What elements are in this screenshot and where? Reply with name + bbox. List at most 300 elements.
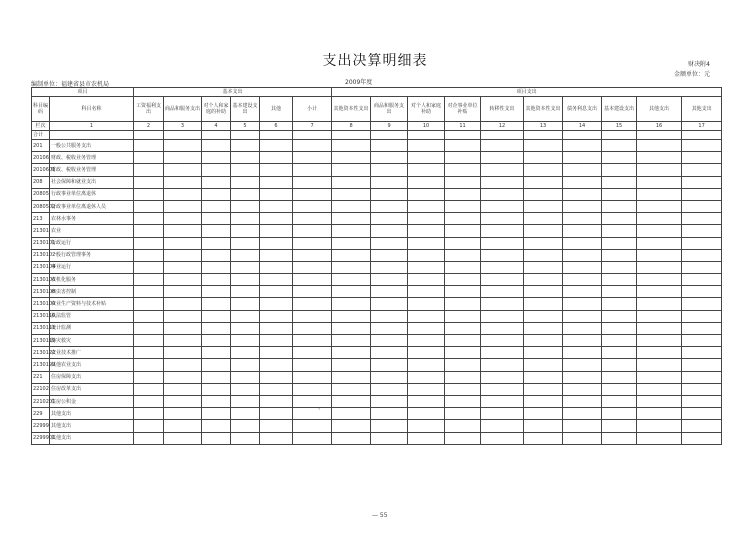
amount-cell [602, 140, 637, 152]
amount-cell [332, 176, 371, 188]
amount-cell [164, 432, 202, 444]
amount-cell [231, 188, 260, 200]
table-row [32, 322, 722, 334]
row-code: 20805 [32, 188, 50, 200]
row-name: 行政运行 [50, 237, 134, 249]
row-name: 财政、税收业务管理 [50, 152, 134, 164]
amount-cell [563, 432, 602, 444]
amount-cell [164, 408, 202, 420]
amount-cell [231, 298, 260, 310]
amount-cell [445, 200, 481, 212]
amount-cell [481, 359, 524, 371]
amount-cell [481, 237, 524, 249]
amount-cell [371, 322, 408, 334]
amount-cell [602, 310, 637, 322]
amount-cell [260, 200, 293, 212]
table-row [32, 274, 722, 286]
amount-cell [231, 420, 260, 432]
amount-cell [602, 322, 637, 334]
column-number: 17 [682, 122, 722, 131]
amount-cell [563, 249, 602, 261]
amount-cell [637, 164, 682, 176]
amount-cell [134, 310, 164, 322]
amount-cell [602, 225, 637, 237]
amount-cell [134, 140, 164, 152]
amount-cell [371, 395, 408, 407]
row-code: 2210201 [32, 395, 50, 407]
amount-cell [260, 188, 293, 200]
amount-cell [563, 152, 602, 164]
amount-cell [481, 176, 524, 188]
amount-cell [408, 310, 445, 322]
amount-cell [481, 432, 524, 444]
amount-cell [524, 152, 563, 164]
amount-cell [637, 408, 682, 420]
amount-cell [524, 347, 563, 359]
amount-cell [134, 261, 164, 273]
amount-cell [260, 395, 293, 407]
column-header-row [32, 97, 722, 122]
amount-cell [602, 213, 637, 225]
amount-cell [408, 347, 445, 359]
amount-cell [202, 359, 231, 371]
amount-cell [293, 408, 332, 420]
amount-cell [202, 335, 231, 347]
row-code: 21301 [32, 225, 50, 237]
column-header: 对个人和家庭补助 [408, 97, 445, 122]
column-header: 其他 [260, 97, 293, 122]
amount-cell [164, 298, 202, 310]
amount-cell [332, 395, 371, 407]
amount-cell [682, 152, 722, 164]
amount-cell [260, 225, 293, 237]
amount-cell [260, 176, 293, 188]
amount-cell [260, 274, 293, 286]
amount-cell [164, 286, 202, 298]
amount-cell [682, 164, 722, 176]
table-row [32, 286, 722, 298]
amount-cell [602, 383, 637, 395]
amount-cell [293, 237, 332, 249]
column-header: 其他资本性支出 [332, 97, 371, 122]
amount-cell [524, 274, 563, 286]
amount-cell [445, 420, 481, 432]
row-code: 20106 [32, 152, 50, 164]
amount-cell [408, 188, 445, 200]
amount-cell [231, 359, 260, 371]
amount-cell [602, 249, 637, 261]
amount-cell [563, 261, 602, 273]
amount-cell [445, 237, 481, 249]
row-name: 一般公共服务支出 [50, 140, 134, 152]
amount-cell [445, 164, 481, 176]
amount-cell [260, 298, 293, 310]
amount-cell [202, 286, 231, 298]
row-name: 社会保障和就业支出 [50, 176, 134, 188]
amount-cell [202, 347, 231, 359]
amount-cell [602, 408, 637, 420]
amount-cell [371, 213, 408, 225]
table-row [32, 164, 722, 176]
amount-cell [408, 322, 445, 334]
amount-cell [408, 261, 445, 273]
row-code: 2130110 [32, 310, 50, 322]
amount-cell [682, 286, 722, 298]
amount-cell [202, 383, 231, 395]
row-code: 229 [32, 408, 50, 420]
amount-cell [260, 322, 293, 334]
amount-cell [164, 213, 202, 225]
row-code: 213 [32, 213, 50, 225]
amount-cell [637, 395, 682, 407]
column-number: 2 [134, 122, 164, 131]
amount-cell [371, 347, 408, 359]
amount-cell [682, 371, 722, 383]
amount-cell [164, 225, 202, 237]
amount-cell [682, 359, 722, 371]
amount-cell [524, 188, 563, 200]
amount-cell [524, 249, 563, 261]
total-row-code: 合计 [32, 131, 50, 140]
row-name: 其他支出 [50, 420, 134, 432]
column-number-row [32, 122, 722, 131]
amount-cell [481, 298, 524, 310]
table-row [32, 347, 722, 359]
amount-cell [371, 408, 408, 420]
expenditure-table [31, 87, 722, 445]
amount-cell [260, 249, 293, 261]
amount-cell [371, 140, 408, 152]
column-header: 科目名称 [50, 97, 134, 122]
amount-cell [563, 359, 602, 371]
amount-cell [637, 383, 682, 395]
amount-cell [260, 213, 293, 225]
table-row [32, 237, 722, 249]
column-number: 11 [445, 122, 481, 131]
amount-cell [524, 286, 563, 298]
column-header: 其他支出 [682, 97, 722, 122]
amount-cell [637, 347, 682, 359]
table-row [32, 371, 722, 383]
amount-cell [481, 347, 524, 359]
amount-cell [164, 188, 202, 200]
amount-cell [682, 188, 722, 200]
amount-cell [637, 213, 682, 225]
amount-cell [637, 261, 682, 273]
column-number: 13 [524, 122, 563, 131]
amount-cell [293, 213, 332, 225]
amount-cell [231, 322, 260, 334]
amount-cell [602, 152, 637, 164]
amount-cell [231, 286, 260, 298]
amount-cell [202, 432, 231, 444]
amount-cell [202, 164, 231, 176]
row-code: 2130108 [32, 286, 50, 298]
amount-cell [481, 420, 524, 432]
amount-cell [293, 188, 332, 200]
form-number: 财决附4 [688, 61, 710, 68]
amount-cell [332, 408, 371, 420]
amount-cell [481, 225, 524, 237]
row-name: 行政事业单位离退休人员 [50, 200, 134, 212]
amount-cell [637, 200, 682, 212]
row-name: 执法监管 [50, 310, 134, 322]
amount-cell [202, 225, 231, 237]
amount-cell [134, 152, 164, 164]
unit-label: 金额单位：元 [673, 71, 710, 78]
amount-cell [563, 383, 602, 395]
amount-cell [682, 298, 722, 310]
amount-cell [202, 261, 231, 273]
amount-cell [563, 371, 602, 383]
amount-cell [524, 261, 563, 273]
table-row [32, 176, 722, 188]
amount-cell [134, 408, 164, 420]
amount-cell [445, 432, 481, 444]
amount-cell [260, 347, 293, 359]
amount-cell [371, 164, 408, 176]
amount-cell [231, 432, 260, 444]
amount-cell [637, 335, 682, 347]
amount-cell [164, 395, 202, 407]
amount-cell [332, 286, 371, 298]
row-code: 2130106 [32, 274, 50, 286]
amount-cell [293, 261, 332, 273]
amount-cell [332, 310, 371, 322]
amount-cell [293, 432, 332, 444]
row-code: 22999 [32, 420, 50, 432]
row-name: 其他农业支出 [50, 359, 134, 371]
amount-cell [408, 408, 445, 420]
column-header: 其他支出 [637, 97, 682, 122]
amount-cell [602, 359, 637, 371]
amount-cell [445, 408, 481, 420]
amount-cell [332, 420, 371, 432]
amount-cell [445, 176, 481, 188]
column-number: 3 [164, 122, 202, 131]
amount-cell [445, 322, 481, 334]
amount-cell [445, 188, 481, 200]
row-code: 2130104 [32, 261, 50, 273]
amount-cell [293, 140, 332, 152]
table-row [32, 408, 722, 420]
amount-cell [481, 140, 524, 152]
amount-cell [637, 310, 682, 322]
column-header: 商品和服务支出 [164, 97, 202, 122]
amount-cell [134, 298, 164, 310]
amount-cell [371, 286, 408, 298]
column-number: 栏次 [32, 122, 50, 131]
amount-cell [332, 261, 371, 273]
amount-cell [563, 213, 602, 225]
amount-cell [524, 432, 563, 444]
amount-cell [563, 420, 602, 432]
amount-cell [164, 335, 202, 347]
total-row [32, 131, 722, 140]
amount-cell [134, 395, 164, 407]
amount-cell [637, 322, 682, 334]
amount-cell [260, 140, 293, 152]
amount-cell [202, 298, 231, 310]
amount-cell [332, 274, 371, 286]
amount-cell [231, 371, 260, 383]
amount-cell [524, 408, 563, 420]
amount-cell [563, 176, 602, 188]
amount-cell [332, 432, 371, 444]
amount-cell [371, 359, 408, 371]
amount-cell [563, 140, 602, 152]
amount-cell [481, 200, 524, 212]
amount-cell [293, 298, 332, 310]
amount-cell [682, 408, 722, 420]
amount-cell [408, 274, 445, 286]
amount-cell [371, 335, 408, 347]
amount-cell [134, 286, 164, 298]
amount-cell [260, 261, 293, 273]
amount-cell [164, 383, 202, 395]
row-name: 农业 [50, 225, 134, 237]
amount-cell [332, 371, 371, 383]
amount-cell [231, 261, 260, 273]
amount-cell [637, 371, 682, 383]
amount-cell [445, 140, 481, 152]
amount-cell [332, 225, 371, 237]
amount-cell [408, 176, 445, 188]
amount-cell [293, 274, 332, 286]
amount-cell [134, 359, 164, 371]
amount-cell [202, 274, 231, 286]
amount-cell [602, 188, 637, 200]
amount-cell [602, 371, 637, 383]
amount-cell [202, 395, 231, 407]
amount-cell [481, 164, 524, 176]
amount-cell [481, 310, 524, 322]
amount-cell [637, 176, 682, 188]
amount-cell [524, 322, 563, 334]
column-number: 15 [602, 122, 637, 131]
amount-cell [602, 274, 637, 286]
amount-cell [260, 371, 293, 383]
amount-cell [231, 335, 260, 347]
column-header: 工资福利支出 [134, 97, 164, 122]
amount-cell [408, 286, 445, 298]
amount-cell [637, 420, 682, 432]
amount-cell [260, 237, 293, 249]
amount-cell [408, 164, 445, 176]
amount-cell [602, 164, 637, 176]
amount-cell [445, 395, 481, 407]
amount-cell [293, 347, 332, 359]
column-header: 债务利息支出 [563, 97, 602, 122]
amount-cell [637, 298, 682, 310]
group-header-project: 项目支出 [332, 88, 722, 97]
amount-cell [371, 188, 408, 200]
row-code: 2130109 [32, 298, 50, 310]
column-header: 小计 [293, 97, 332, 122]
row-name: 其他支出 [50, 408, 134, 420]
amount-cell [260, 383, 293, 395]
amount-cell [332, 298, 371, 310]
amount-cell [134, 371, 164, 383]
amount-cell [481, 322, 524, 334]
amount-cell [408, 140, 445, 152]
amount-cell [231, 200, 260, 212]
table-row [32, 249, 722, 261]
row-code: 2130101 [32, 237, 50, 249]
row-name: 农机化服务 [50, 274, 134, 286]
table-body [32, 140, 722, 445]
row-name: 统计监测 [50, 322, 134, 334]
amount-cell [202, 176, 231, 188]
amount-cell [563, 310, 602, 322]
amount-cell [371, 420, 408, 432]
column-header: 对个人和家庭的补助 [202, 97, 231, 122]
amount-cell [371, 310, 408, 322]
amount-cell [332, 152, 371, 164]
column-header: 基本建设支出 [231, 97, 260, 122]
table-row [32, 261, 722, 273]
amount-cell [408, 213, 445, 225]
amount-cell [332, 347, 371, 359]
amount-cell [260, 152, 293, 164]
table-header [32, 88, 722, 140]
amount-cell [682, 310, 722, 322]
amount-cell [332, 237, 371, 249]
amount-cell [164, 420, 202, 432]
amount-cell [293, 420, 332, 432]
amount-cell [134, 432, 164, 444]
amount-cell [602, 237, 637, 249]
row-name: 农业技术推广 [50, 347, 134, 359]
amount-cell [563, 395, 602, 407]
amount-cell [682, 420, 722, 432]
amount-cell [408, 237, 445, 249]
table-row [32, 200, 722, 212]
table-row [32, 225, 722, 237]
row-code: 2080502 [32, 200, 50, 212]
amount-cell [134, 322, 164, 334]
amount-cell [563, 322, 602, 334]
group-header-basic: 基本支出 [134, 88, 332, 97]
row-code: 2130122 [32, 347, 50, 359]
amount-cell [332, 335, 371, 347]
amount-cell [637, 140, 682, 152]
amount-cell [231, 408, 260, 420]
amount-cell [682, 261, 722, 273]
amount-cell [682, 140, 722, 152]
amount-cell [682, 237, 722, 249]
column-header: 对企事业单位补贴 [445, 97, 481, 122]
amount-cell [371, 225, 408, 237]
amount-cell [260, 432, 293, 444]
amount-cell [371, 200, 408, 212]
amount-cell [293, 225, 332, 237]
amount-cell [481, 286, 524, 298]
table-row [32, 420, 722, 432]
amount-cell [524, 383, 563, 395]
amount-cell [682, 432, 722, 444]
amount-cell [202, 408, 231, 420]
column-header: 其他资本性支出 [524, 97, 563, 122]
amount-cell [602, 335, 637, 347]
amount-cell [231, 310, 260, 322]
amount-cell [524, 298, 563, 310]
table-row [32, 310, 722, 322]
amount-cell [371, 383, 408, 395]
amount-cell [134, 383, 164, 395]
amount-cell [445, 310, 481, 322]
amount-cell [332, 359, 371, 371]
